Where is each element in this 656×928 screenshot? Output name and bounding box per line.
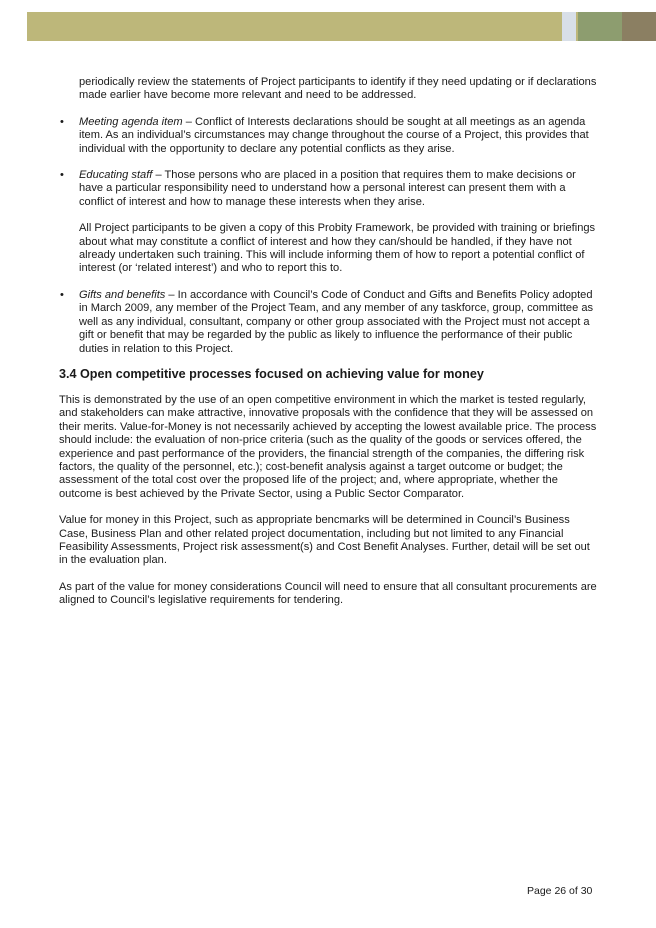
bullet-extra-paragraph: All Project participants to be given a copy of this Probity Framework, be provided with training or briefings about what may constitute a conflict of interest and how they can/should be handled, if they have not already undertaken such training. This will include informing them of how to report a potential conflict of interest (or ‘related interest’) and who to report this to. bbox=[79, 222, 596, 275]
bullet-text: – In accordance with Council’s Code of Conduct and Gifts and Benefits Policy adopted in March 2009, any member of the Project Team, and any member of any taskforce, group, committee as well as any individual, consultant, company or other group associated with the Project must not accept a gift or benefit that may be regarded by the public as likely to influence the performance of their public duties in relation to this Project. bbox=[79, 288, 594, 355]
section-paragraph: This is demonstrated by the use of an open competitive environment in which the market is tested regularly, and stakeholders can make attractive, innovative proposals with the confidence that they will be assessed on their merits. Value-for-Money is not necessarily achieved by accepting the lowest available price. The process should include: the evaluation of non-price criteria (such as the quality of the goods or services offered, the experience and past performance of the providers, the financial strength of the companies, the differing risk factors, the quality of the personnel, etc.); cost-benefit analysis against a target outcome or budget; the assessment of the total cost over the proposed life of the project; and, where appropriate, whether the outcome is best achieved by the Private Sector, using a Public Sector Comparator. bbox=[59, 393, 597, 500]
bullet-icon: • bbox=[60, 288, 64, 301]
bullet-icon: • bbox=[60, 115, 64, 128]
bullet-educating-staff bbox=[59, 169, 599, 276]
bullet-term: Educating staff bbox=[79, 169, 153, 182]
bullet-meeting-agenda bbox=[59, 116, 599, 156]
page-content bbox=[59, 76, 599, 608]
bullet-term: Meeting agenda item bbox=[79, 115, 183, 128]
page-number: Page 26 of 30 bbox=[527, 885, 593, 897]
section-paragraph: Value for money in this Project, such as appropriate bencmarks will be determined in Council’s Business Case, Business Plan and other related project documentation, including but not limited to any Financial Feasibility Assessments, Project risk assessment(s) and Cost Benefit Analyses. Further, detail will be set out in the evaluation plan. bbox=[59, 514, 590, 567]
bullet-text: – Conflict of Interests declarations should be sought at all meetings as an agenda item. As an individual’s circumstances may change throughout the course of a Project, this provides that individual with the opportunity to declare any potential conflicts as they arise. bbox=[79, 115, 589, 155]
header-accent-brown bbox=[622, 12, 656, 41]
intro-continuation: periodically review the statements of Project participants to identify if they need updating or if declarations made earlier have become more relevant and need to be addressed. bbox=[79, 76, 597, 102]
bullet-icon: • bbox=[60, 169, 64, 182]
section-heading: 3.4 Open competitive processes focused on achieving value for money bbox=[59, 366, 484, 381]
bullet-term: Gifts and benefits bbox=[79, 288, 166, 301]
bullet-text: – Those persons who are placed in a position that requires them to make decisions or have a particular responsibility need to understand how a personal interest can present them with a conflict of interest and how to manage these interests when they arise. bbox=[79, 169, 576, 208]
section-paragraph: As part of the value for money considerations Council will need to ensure that all consultant procurements are aligned to Council’s legislative requirements for tendering. bbox=[59, 580, 597, 607]
bullet-gifts-benefits bbox=[59, 289, 599, 356]
header-accent-green bbox=[578, 12, 622, 41]
header-accent-light bbox=[562, 12, 576, 41]
